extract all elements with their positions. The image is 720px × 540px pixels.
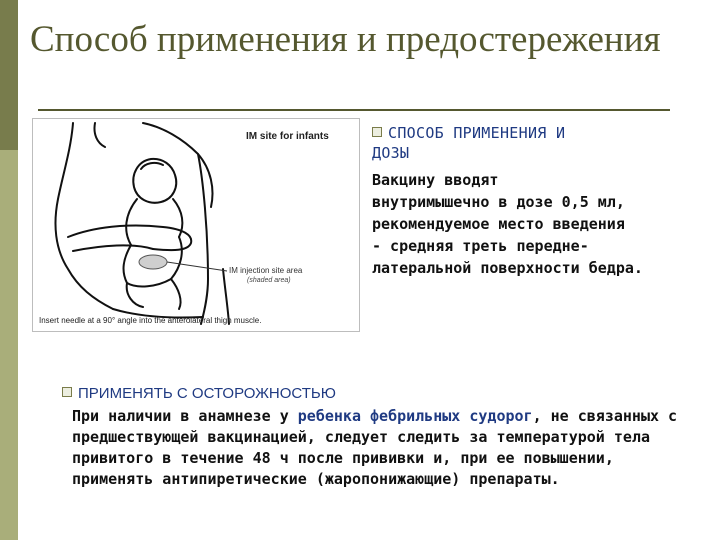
square-bullet-icon [372,127,382,137]
figure-caption-top: IM site for infants [246,131,329,142]
figure-site-label: IM injection site area [229,266,303,275]
caution-body-highlight: ребенка фебрильных судорог [297,407,533,425]
figure-caption-bottom: Insert needle at a 90° angle into the anterolateral thigh muscle. [39,316,262,325]
infant-injection-drawing [33,119,359,331]
dosage-heading-line1: СПОСОБ ПРИМЕНЕНИЯ И [388,124,566,142]
caution-section [62,384,702,490]
square-bullet-icon [62,387,72,397]
caution-body-after: , не связанных с предшествующей вакцинацией, следует следить за температурой тела привитого в течение 48 ч после прививки и, при ее повышении, применять антипиретические (жаропонижающие) препараты. [72,407,678,488]
injection-illustration [32,118,360,332]
slide-left-bar-dark-segment [0,0,18,150]
dosage-heading [372,123,718,163]
slide-title: Способ применения и предостережения [30,19,661,60]
slide-left-bar [0,0,18,540]
caution-body-before: При наличии в анамнезе у [72,407,298,425]
dosage-section [372,123,718,279]
caution-heading-text: ПРИМЕНЯТЬ С ОСТОРОЖНОСТЬЮ [78,385,336,402]
dosage-heading-line2: ДОЗЫ [372,144,410,162]
caution-body [62,406,702,490]
figure-site-sublabel: (shaded area) [247,277,291,284]
caution-heading [62,384,702,404]
dosage-body: Вакцину вводят внутримышечно в дозе 0,5 мл, рекомендуемое место введения - средняя треть передне- латеральной поверхности бедра. [372,171,643,277]
title-underline [38,109,670,111]
